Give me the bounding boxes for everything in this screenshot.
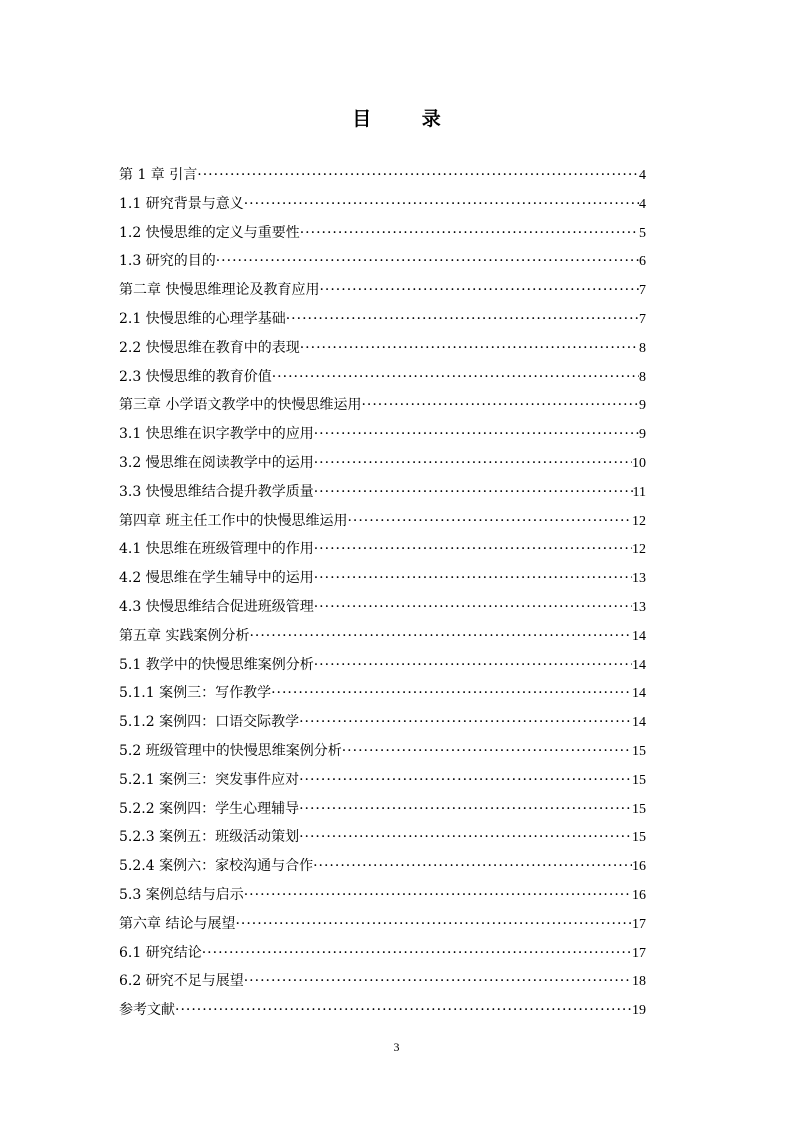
toc-entry[interactable] (119, 391, 646, 420)
toc-entry-page: 13 (632, 571, 646, 587)
toc-leader-dots (314, 593, 632, 622)
toc-leader-dots (299, 766, 632, 795)
toc-entry-page: 14 (632, 686, 646, 702)
toc-entry-page: 14 (632, 628, 646, 644)
toc-leader-dots (244, 881, 632, 910)
toc-entry-label: 5.2.3 案例五：班级活动策划 (119, 829, 300, 846)
page-number: 3 (393, 1040, 400, 1054)
toc-entry[interactable] (119, 996, 646, 1025)
toc-entry[interactable] (119, 334, 646, 363)
toc-entry[interactable] (119, 939, 646, 968)
toc-entry-page: 17 (632, 945, 646, 961)
toc-leader-dots (342, 737, 632, 766)
toc-entry-label: 2.3 快慢思维的教育价值 (119, 368, 272, 385)
toc-entry[interactable] (119, 449, 646, 478)
toc-entry-label: 5.2 班级管理中的快慢思维案例分析 (119, 742, 342, 759)
toc-leader-dots (272, 363, 639, 392)
toc-entry-page: 8 (639, 369, 646, 385)
toc-entry-page: 16 (632, 859, 646, 875)
toc-entry-page: 13 (632, 599, 646, 615)
toc-entry[interactable] (119, 795, 646, 824)
toc-entry[interactable] (119, 679, 646, 708)
toc-entry-page: 18 (632, 974, 646, 990)
toc-entry-page: 9 (639, 398, 646, 414)
toc-entry-label: 5.1.1 案例三：写作教学 (119, 685, 272, 702)
toc-leader-dots (361, 391, 639, 420)
toc-entry-page: 6 (639, 254, 646, 270)
toc-entry[interactable] (119, 247, 646, 276)
toc-leader-dots (314, 478, 633, 507)
toc-entry-page: 9 (639, 427, 646, 443)
toc-entry-label: 5.3 案例总结与启示 (119, 886, 244, 903)
toc-leader-dots (197, 161, 639, 190)
toc-entry[interactable] (119, 276, 646, 305)
toc-entry-label: 6.1 研究结论 (119, 944, 202, 961)
toc-entry-label: 第六章 结论与展望 (119, 915, 236, 932)
toc-entry[interactable] (119, 564, 646, 593)
toc-entry-label: 3.3 快慢思维结合提升教学质量 (119, 483, 314, 500)
toc-entry-page: 8 (639, 340, 646, 356)
toc-entry-label: 4.3 快慢思维结合促进班级管理 (119, 598, 314, 615)
toc-entry-page: 5 (639, 225, 646, 241)
toc-entry[interactable] (119, 190, 646, 219)
toc-entry-page: 7 (639, 283, 646, 299)
toc-entry-page: 14 (632, 657, 646, 673)
toc-leader-dots (314, 449, 632, 478)
toc-entry-label: 5.2.1 案例三：突发事件应对 (119, 771, 300, 788)
toc-leader-dots (244, 967, 632, 996)
toc-entry-label: 第 1 章 引言 (119, 167, 198, 183)
toc-entry[interactable] (119, 420, 646, 449)
toc-entry-label: 第二章 快慢思维理论及教育应用 (119, 282, 320, 299)
toc-entry[interactable] (119, 622, 646, 651)
toc-entry-label: 6.2 研究不足与展望 (119, 973, 244, 990)
toc-entry-label: 参考文献 (119, 1002, 175, 1019)
toc-entry-page: 7 (639, 311, 646, 327)
toc-leader-dots (299, 823, 632, 852)
toc-leader-dots (299, 795, 632, 824)
toc-leader-dots (314, 564, 632, 593)
toc-leader-dots (314, 535, 632, 564)
toc-entry-label: 1.1 研究背景与意义 (119, 195, 244, 212)
toc-leader-dots (202, 939, 632, 968)
toc-entry[interactable] (119, 507, 646, 536)
toc-entry-label: 1.2 快慢思维的定义与重要性 (119, 224, 300, 241)
toc-entry-label: 5.2.4 案例六：家校沟通与合作 (119, 858, 314, 875)
toc-entry[interactable] (119, 852, 646, 881)
toc-entry-label: 3.1 快思维在识字教学中的应用 (119, 426, 314, 443)
toc-entry-page: 11 (632, 484, 646, 500)
table-of-contents (119, 161, 646, 1025)
toc-entry-label: 第五章 实践案例分析 (119, 627, 250, 644)
toc-entry[interactable] (119, 478, 646, 507)
toc-entry-page: 15 (632, 830, 646, 846)
toc-entry-page: 17 (632, 916, 646, 932)
toc-leader-dots (314, 651, 632, 680)
toc-entry-label: 3.2 慢思维在阅读教学中的运用 (119, 454, 314, 471)
toc-leader-dots (300, 219, 639, 248)
toc-entry-page: 12 (632, 542, 646, 558)
toc-leader-dots (313, 852, 632, 881)
toc-entry[interactable] (119, 881, 646, 910)
toc-leader-dots (314, 420, 639, 449)
toc-entry-page: 15 (632, 743, 646, 759)
toc-entry-page: 12 (632, 513, 646, 529)
toc-entry[interactable] (119, 535, 646, 564)
toc-entry-page: 16 (632, 887, 646, 903)
toc-entry-label: 第四章 班主任工作中的快慢思维运用 (119, 512, 348, 529)
toc-entry[interactable] (119, 766, 646, 795)
toc-entry-label: 2.2 快慢思维在教育中的表现 (119, 339, 300, 356)
toc-leader-dots (319, 276, 639, 305)
toc-entry-page: 15 (632, 772, 646, 788)
toc-entry[interactable] (119, 651, 646, 680)
toc-leader-dots (216, 247, 639, 276)
toc-entry-label: 4.2 慢思维在学生辅导中的运用 (119, 570, 314, 587)
toc-leader-dots (271, 679, 632, 708)
toc-entry-label: 第三章 小学语文教学中的快慢思维运用 (119, 397, 362, 414)
toc-entry[interactable] (119, 823, 646, 852)
toc-entry-page: 4 (639, 168, 646, 183)
toc-leader-dots (175, 996, 632, 1025)
toc-entry-label: 5.2.2 案例四：学生心理辅导 (119, 800, 300, 817)
toc-leader-dots (244, 190, 639, 219)
toc-entry[interactable] (119, 593, 646, 622)
toc-entry-label: 4.1 快思维在班级管理中的作用 (119, 541, 314, 558)
toc-entry[interactable] (119, 967, 646, 996)
toc-leader-dots (235, 910, 632, 939)
toc-entry-page: 19 (632, 1003, 646, 1019)
toc-leader-dots (347, 507, 632, 536)
toc-entry[interactable] (119, 737, 646, 766)
toc-entry-page: 14 (632, 715, 646, 731)
toc-entry[interactable] (119, 910, 646, 939)
toc-entry-label: 5.1.2 案例四：口语交际教学 (119, 714, 300, 731)
toc-entry[interactable] (119, 161, 646, 190)
toc-title: 目 录 (352, 108, 463, 130)
toc-leader-dots (300, 334, 639, 363)
toc-entry-page: 15 (632, 801, 646, 817)
toc-entry-page: 10 (632, 455, 646, 471)
toc-entry[interactable] (119, 363, 646, 392)
toc-entry[interactable] (119, 708, 646, 737)
toc-entry-label: 5.1 教学中的快慢思维案例分析 (119, 656, 314, 673)
toc-entry[interactable] (119, 305, 646, 334)
toc-leader-dots (299, 708, 632, 737)
toc-entry-page: 4 (639, 196, 646, 212)
toc-leader-dots (249, 622, 632, 651)
toc-entry-label: 1.3 研究的目的 (119, 253, 216, 270)
toc-leader-dots (286, 305, 639, 334)
toc-entry-label: 2.1 快慢思维的心理学基础 (119, 310, 286, 327)
toc-entry[interactable] (119, 219, 646, 248)
